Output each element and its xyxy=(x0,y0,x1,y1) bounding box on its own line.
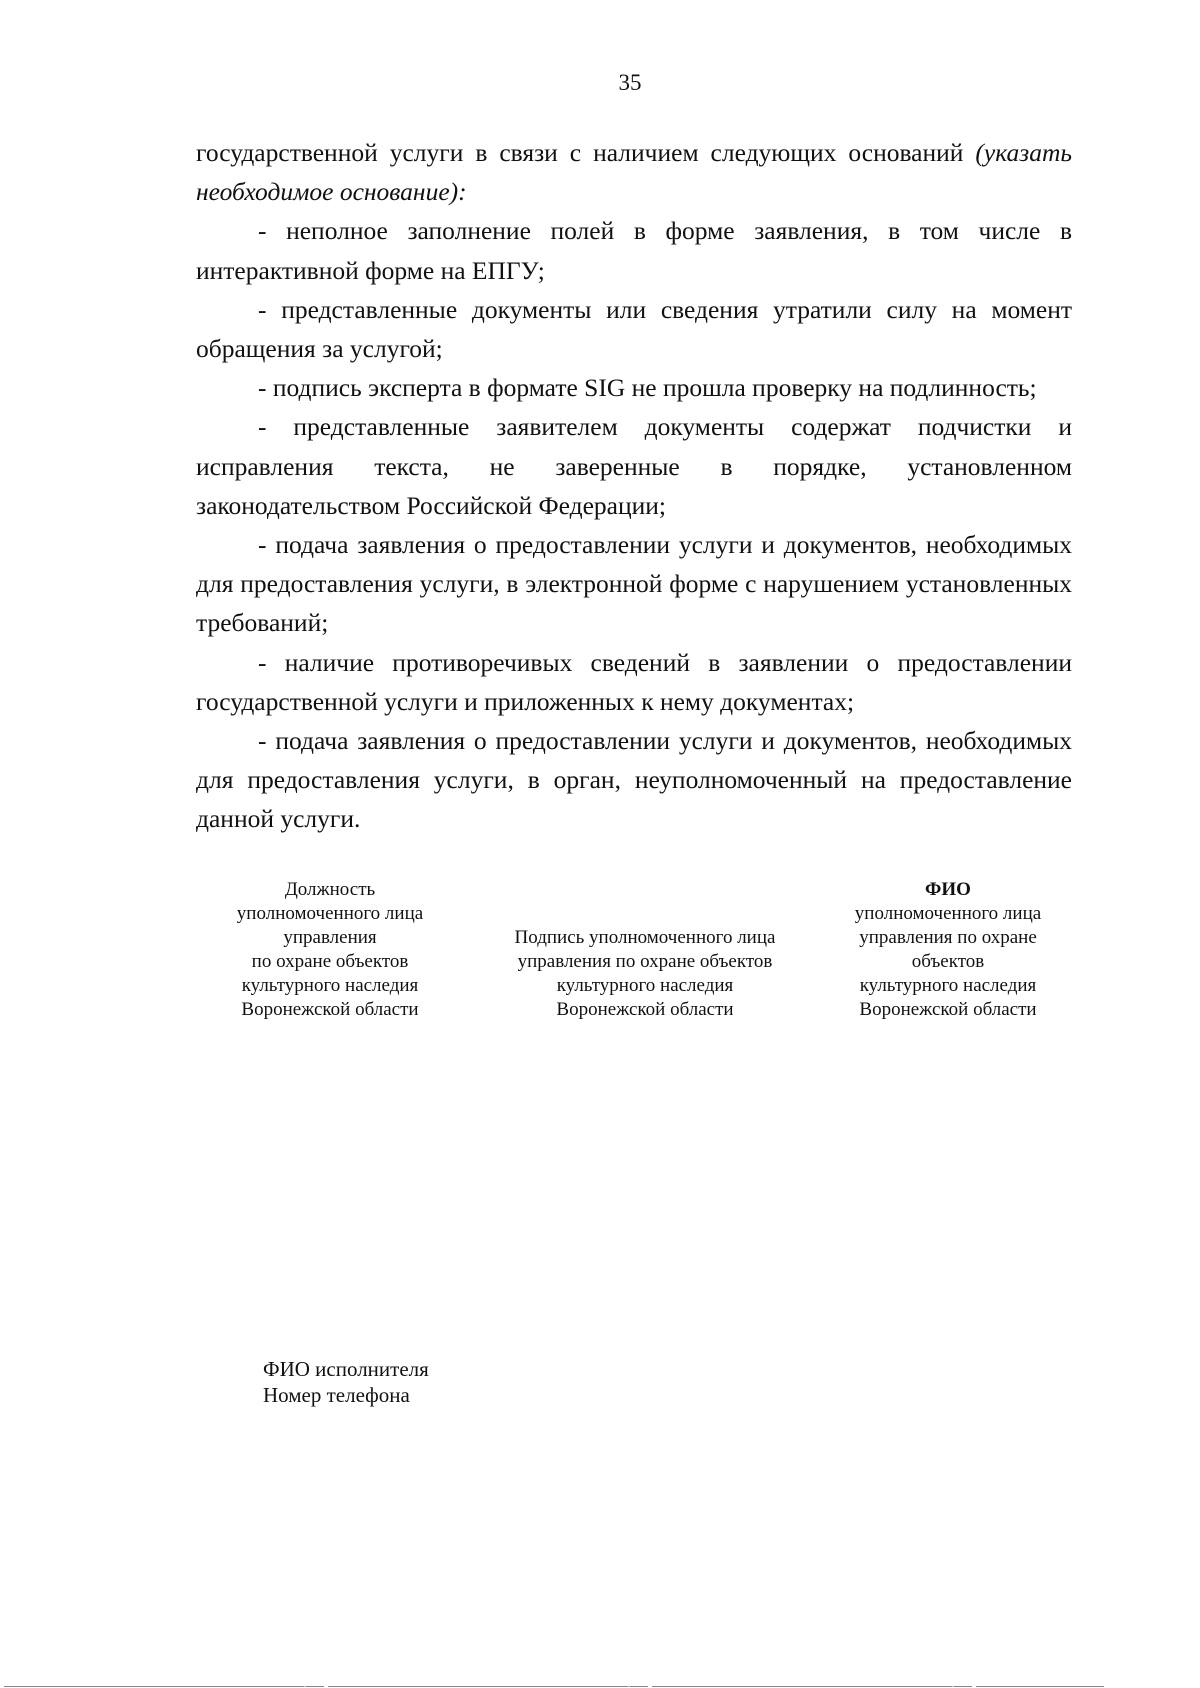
sig-line: культурного наследия xyxy=(859,975,1037,996)
list-item: - неполное заполнение полей в форме заявления, в том числе в интерактивной форме на ЕПГУ; xyxy=(196,216,1072,285)
executor-block xyxy=(263,1356,429,1408)
sig-line: по охране объектов xyxy=(251,951,409,972)
sig-line: Воронежской области xyxy=(556,999,734,1020)
sig-line: Воронежской области xyxy=(241,999,419,1020)
sig-line: управления по охране xyxy=(859,927,1037,948)
intro-text: государственной услуги в связи с наличием следующих оснований xyxy=(196,138,976,167)
signature-name xyxy=(830,878,1066,1022)
sig-line: управления по охране объектов xyxy=(517,951,773,972)
intro-paragraph xyxy=(196,133,1072,211)
list-item: - наличие противоречивых сведений в заявлении о предоставлении государственной услуги и приложенных к нему документах; xyxy=(196,647,1072,716)
list-item: - подача заявления о предоставлении услуги и документов, необходимых для предоставления услуги, в орган, неуполномоченный на предоставление данной услуги. xyxy=(196,726,1072,834)
sig-line: управления xyxy=(283,927,377,948)
sig-line: культурного наследия xyxy=(556,975,734,996)
signature-position xyxy=(220,878,440,1022)
list-item: - представленные заявителем документы содержат подчистки и исправления текста, не заверенные в порядке, установленном законодательством Российской Федерации; xyxy=(196,412,1072,520)
signature-sign xyxy=(500,926,790,1022)
sig-line: уполномоченного лица xyxy=(236,903,424,924)
sig-line: уполномоченного лица xyxy=(854,903,1042,924)
sig-line: Воронежской области xyxy=(859,999,1037,1020)
sig-line: Подпись уполномоченного лица xyxy=(514,927,776,948)
list-item: - подача заявления о предоставлении услуги и документов, необходимых для предоставления услуги, в электронной форме с нарушением установленных требований; xyxy=(196,530,1072,638)
intro-italic: (указать необходимое основание): xyxy=(196,138,1072,207)
executor-phone: Номер телефона xyxy=(263,1383,410,1407)
document-body xyxy=(196,133,1072,839)
sig-line: объектов xyxy=(911,951,985,972)
sig-line: Должность xyxy=(284,879,376,900)
bottom-scan-line xyxy=(4,1686,1104,1687)
sig-line: культурного наследия xyxy=(241,975,419,996)
executor-name: ФИО исполнителя xyxy=(263,1357,429,1381)
page-number: 35 xyxy=(618,70,642,95)
list-item: - подпись эксперта в формате SIG не прошла проверку на подлинность; xyxy=(258,373,1037,403)
list-item: - представленные документы или сведения утратили силу на момент обращения за услугой; xyxy=(196,294,1072,364)
sig-line: ФИО xyxy=(925,879,971,900)
